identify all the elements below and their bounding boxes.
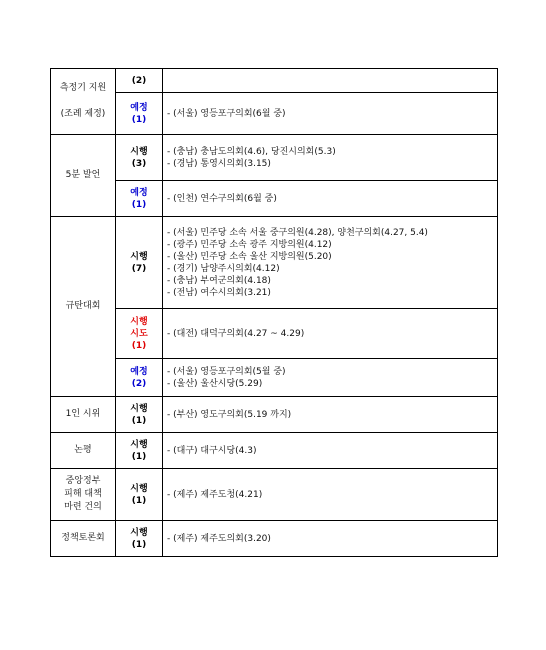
count-label: (7) [131,263,147,274]
category-cell [51,217,116,397]
category-cell [51,135,116,217]
count-label: (1) [131,199,147,210]
category-label: 정책토론회 [61,533,105,543]
status-label: 시행 [130,439,148,450]
category-label: 마련 건의 [64,502,102,512]
list-item: - (대전) 대덕구의회(4.27 ~ 4.29) [167,328,305,339]
table-row [51,359,498,397]
status-cell [116,309,163,359]
count-label: (1) [131,451,147,462]
category-label: 1인 시위 [65,409,101,419]
status-cell [116,433,163,469]
category-label: 논평 [74,445,92,455]
status-cell [116,469,163,521]
items-cell [163,397,498,433]
category-label: (조례 제정) [60,109,106,119]
status-cell [116,397,163,433]
count-label: (1) [131,340,147,351]
status-cell [116,359,163,397]
items-cell [163,521,498,557]
status-cell [116,521,163,557]
list-item: - (광주) 민주당 소속 광주 지방의원(4.12) [167,239,332,250]
table-row [51,397,498,433]
category-cell [51,433,116,469]
list-item: - (제주) 제주도의회(3.20) [167,533,271,544]
table-row [51,93,498,135]
status-label: 시행 [130,483,148,494]
table-row [51,309,498,359]
category-cell [51,521,116,557]
category-label: 중앙정부 [65,476,101,486]
list-item: - (경남) 통영시의회(3.15) [167,158,271,169]
table-row [51,135,498,181]
count-label: (3) [131,158,147,169]
status-cell [116,93,163,135]
list-item: - (서울) 영등포구의회(6월 중) [167,108,286,119]
list-item: - (경기) 남양주시의회(4.12) [167,263,280,274]
status-cell [116,217,163,309]
items-cell [163,181,498,217]
list-item: - (울산) 울산시당(5.29) [167,378,263,389]
count-label: (2) [131,378,147,389]
category-cell [51,469,116,521]
status-label: 예정 [130,187,148,198]
list-item: - (인천) 연수구의회(6월 중) [167,193,277,204]
items-cell [163,93,498,135]
category-cell [51,69,116,135]
status-cell [116,181,163,217]
items-cell [163,433,498,469]
count-label: (1) [131,539,147,550]
count-label: (1) [131,495,147,506]
count-label: (1) [131,415,147,426]
list-item: - (전남) 여수시의회(3.21) [167,287,271,298]
status-label: 시행 [130,251,148,262]
count-label: (2) [131,75,147,86]
list-item: - (충남) 부여군의회(4.18) [167,275,271,286]
category-label: 규탄대회 [65,301,101,311]
category-label: 5분 발언 [65,170,101,180]
table-row [51,433,498,469]
list-item: - (제주) 제주도청(4.21) [167,489,263,500]
items-cell [163,309,498,359]
category-label: 측정기 지원 [59,83,107,93]
items-cell [163,69,498,93]
table-row [51,69,498,93]
table-row [51,469,498,521]
status-label: 예정 [130,366,148,377]
status-label: 시행 [130,527,148,538]
status-label: 예정 [130,102,148,113]
list-item: - (충남) 충남도의회(4.6), 당진시의회(5.3) [167,146,336,157]
table-row [51,217,498,309]
list-item: - (부산) 영도구의회(5.19 까지) [167,409,292,420]
category-label: 피해 대책 [64,489,102,499]
items-cell [163,217,498,309]
items-cell [163,135,498,181]
items-cell [163,469,498,521]
table-row [51,181,498,217]
status-label: 시행 [130,146,148,157]
status-cell [116,135,163,181]
status-label: 시도 [130,328,148,339]
table-row [51,521,498,557]
status-cell [116,69,163,93]
list-item: - (서울) 민주당 소속 서울 중구의원(4.28), 양천구의회(4.27, 5.4) [167,227,428,238]
items-cell [163,359,498,397]
count-label: (1) [131,114,147,125]
status-table [50,68,498,557]
category-cell [51,397,116,433]
list-item: - (대구) 대구시당(4.3) [167,445,257,456]
list-item: - (울산) 민주당 소속 울산 지방의원(5.20) [167,251,332,262]
list-item: - (서울) 영등포구의회(5월 중) [167,366,286,377]
status-label: 시행 [130,316,148,327]
status-label: 시행 [130,403,148,414]
